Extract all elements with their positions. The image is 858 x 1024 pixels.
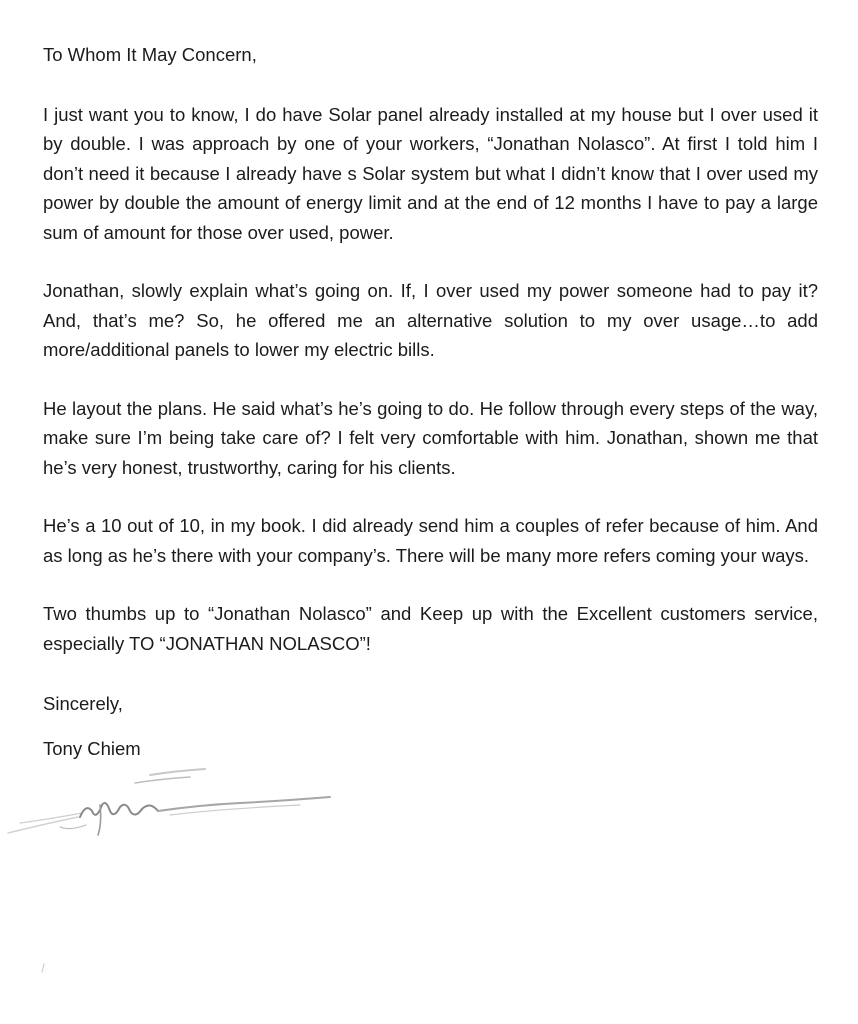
signer-name: Tony Chiem xyxy=(43,737,141,759)
handwritten-signature xyxy=(0,765,340,845)
paragraph-1: I just want you to know, I do have Solar panel already installed at my house but I over used it by double. I was approach by one of your workers, “Jonathan Nolasco”. At first I told him I don’t need it because I already have s Solar system but what I didn’t know that I over used my power by double the amount of energy limit and at the end of 12 months I have to pay a large sum of amount for those over used, power. xyxy=(43,103,818,243)
paragraph-2: Jonathan, slowly explain what’s going on. If, I over used my power someone had to pay it? And, that’s me? So, he offered me an alternative solution to my over usage…to add more/additional panels to lower my electric bills. xyxy=(43,280,818,360)
paragraph-4: He’s a 10 out of 10, in my book. I did already send him a couples of refer because of him. And as long as he’s there with your company’s. There will be many more refers coming your ways. xyxy=(43,515,818,566)
paragraph-3: He layout the plans. He said what’s he’s going to do. He follow through every steps of the way, make sure I’m being take care of? I felt very comfortable with him. Jonathan, shown me that he’s very honest, trustworthy, caring for his clients. xyxy=(43,397,818,478)
paper-speck xyxy=(41,963,45,973)
salutation: To Whom It May Concern, xyxy=(43,44,257,65)
paragraph-5: Two thumbs up to “Jonathan Nolasco” and Keep up with the Excellent customers service, especially TO “JONATHAN NOLASCO”! xyxy=(43,603,818,654)
letter-body xyxy=(43,40,818,763)
closing: Sincerely, xyxy=(43,693,123,714)
